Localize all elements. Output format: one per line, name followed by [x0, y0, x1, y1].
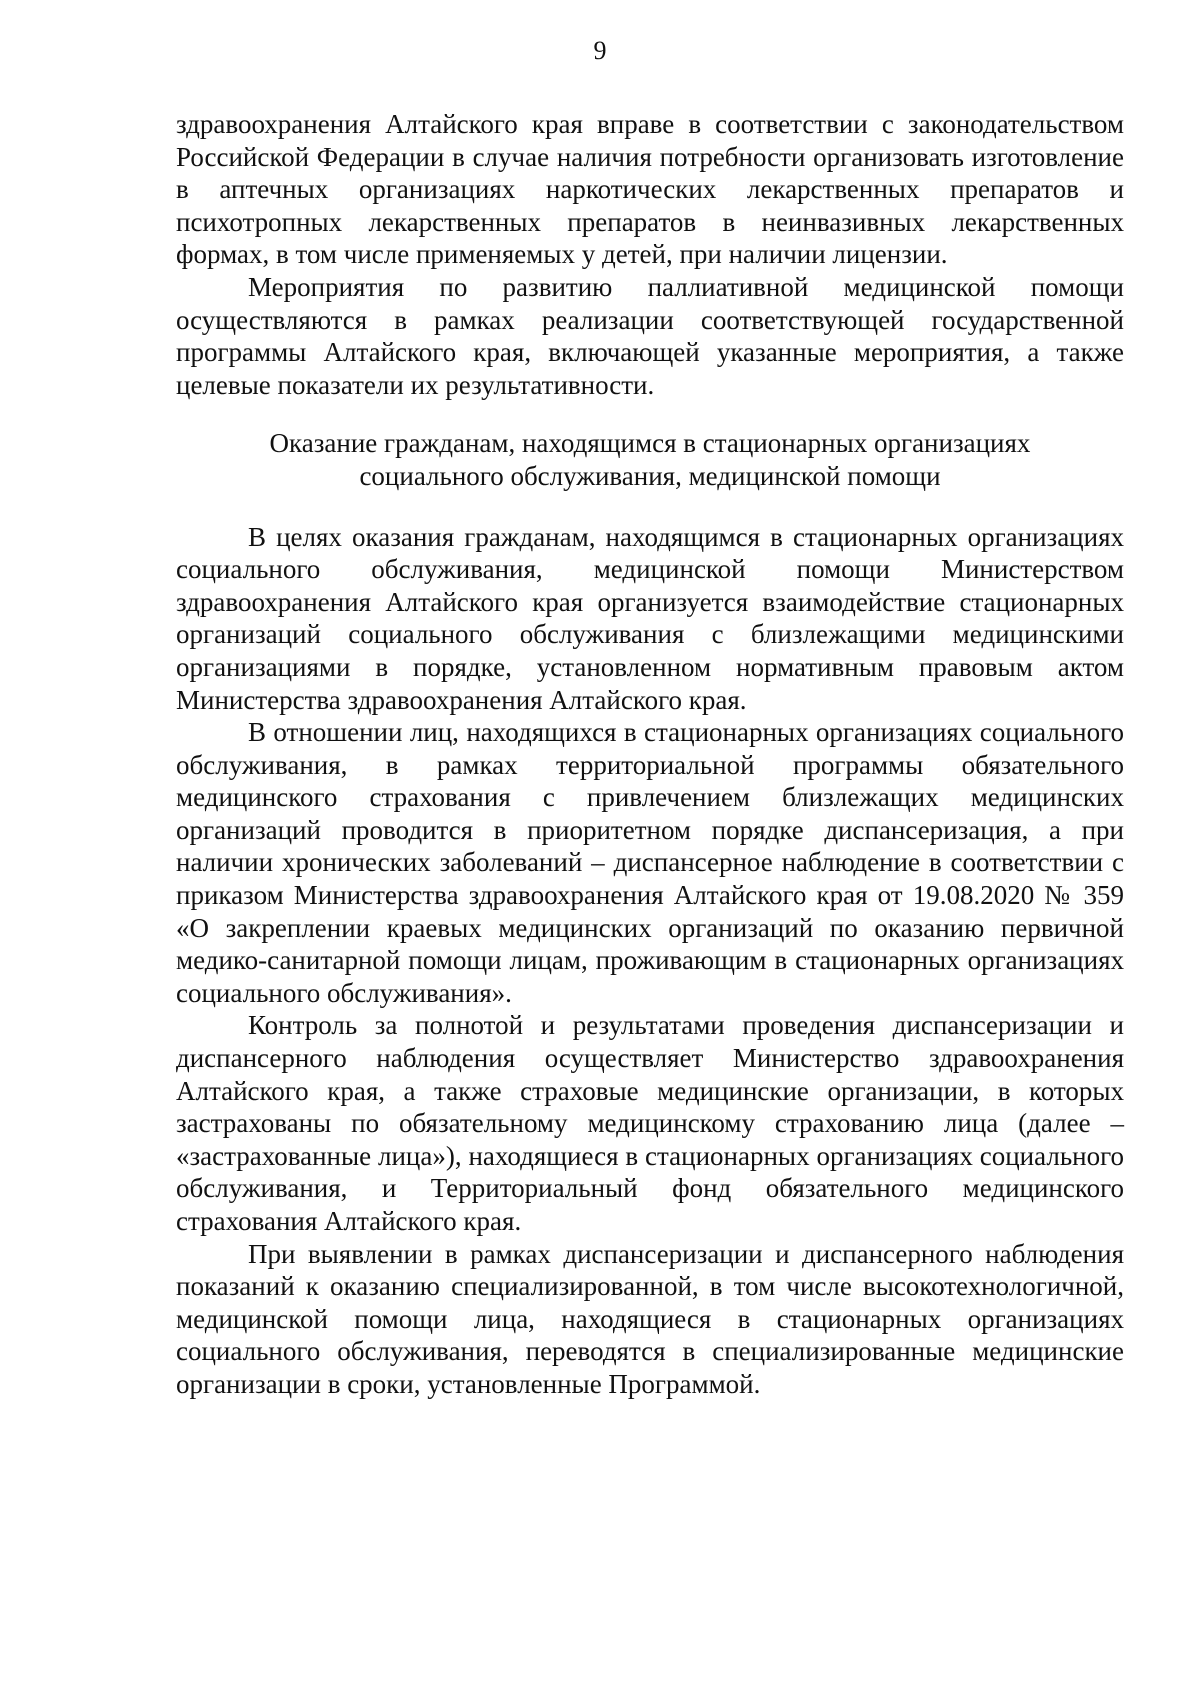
- document-body: [176, 108, 1124, 1401]
- paragraph-dispensarization: В отношении лиц, находящихся в стационарных организациях социального обслуживания, в рамках территориальной программы обязательного медицинского страхования с привлечением близлежащих медицинских организаций проводится в приоритетном порядке диспансеризация, а при наличии хронических заболеваний – диспансерное наблюдение в соответствии с приказом Министерства здравоохранения Алтайского края от 19.08.2020 № 359 «О закреплении краевых медицинских организаций по оказанию первичной медико-санитарной помощи лицам, проживающим в стационарных организациях социального обслуживания».: [176, 717, 1124, 1008]
- paragraph-transfer: При выявлении в рамках диспансеризации и диспансерного наблюдения показаний к оказанию специализированной, в том числе высокотехнологичной, медицинской помощи лица, находящиеся в стационарных организациях социального обслуживания, переводятся в специализированные медицинские организации в сроки, установленные Программой.: [176, 1238, 1124, 1399]
- section-heading-line-2: социального обслуживания, медицинской помощи: [359, 460, 941, 491]
- section-heading-line-1: Оказание гражданам, находящимся в стационарных организациях: [269, 428, 1031, 459]
- paragraph-continuation: здравоохранения Алтайского края вправе в соответствии с законодательством Российской Федерации в случае наличия потребности организовать изготовление в аптечных организациях наркотических лекарственных препаратов и психотропных лекарственных препаратов в неинвазивных лекарственных формах, в том числе применяемых у детей, при наличии лицензии.: [176, 109, 1124, 270]
- page-number: 9: [593, 36, 607, 65]
- section-heading: [176, 427, 1124, 492]
- paragraph-control: Контроль за полнотой и результатами проведения диспансеризации и диспансерного наблюдения осуществляет Министерство здравоохранения Алтайского края, а также страховые медицинские организации, в которых застрахованы по обязательному медицинскому страхованию лица (далее – «застрахованные лица»), находящиеся в стационарных организациях социального обслуживания, и Территориальный фонд обязательного медицинского страхования Алтайского края.: [176, 1010, 1124, 1236]
- paragraph-interaction: В целях оказания гражданам, находящимся в стационарных организациях социального обслуживания, медицинской помощи Министерством здравоохранения Алтайского края организуется взаимодействие стационарных организаций социального обслуживания с близлежащими медицинскими организациями в порядке, установленном нормативным правовым актом Министерства здравоохранения Алтайского края.: [176, 521, 1124, 715]
- paragraph-palliative-measures: Мероприятия по развитию паллиативной медицинской помощи осуществляются в рамках реализации соответствующей государственной программы Алтайского края, включающей указанные мероприятия, а также целевые показатели их результативности.: [176, 271, 1124, 400]
